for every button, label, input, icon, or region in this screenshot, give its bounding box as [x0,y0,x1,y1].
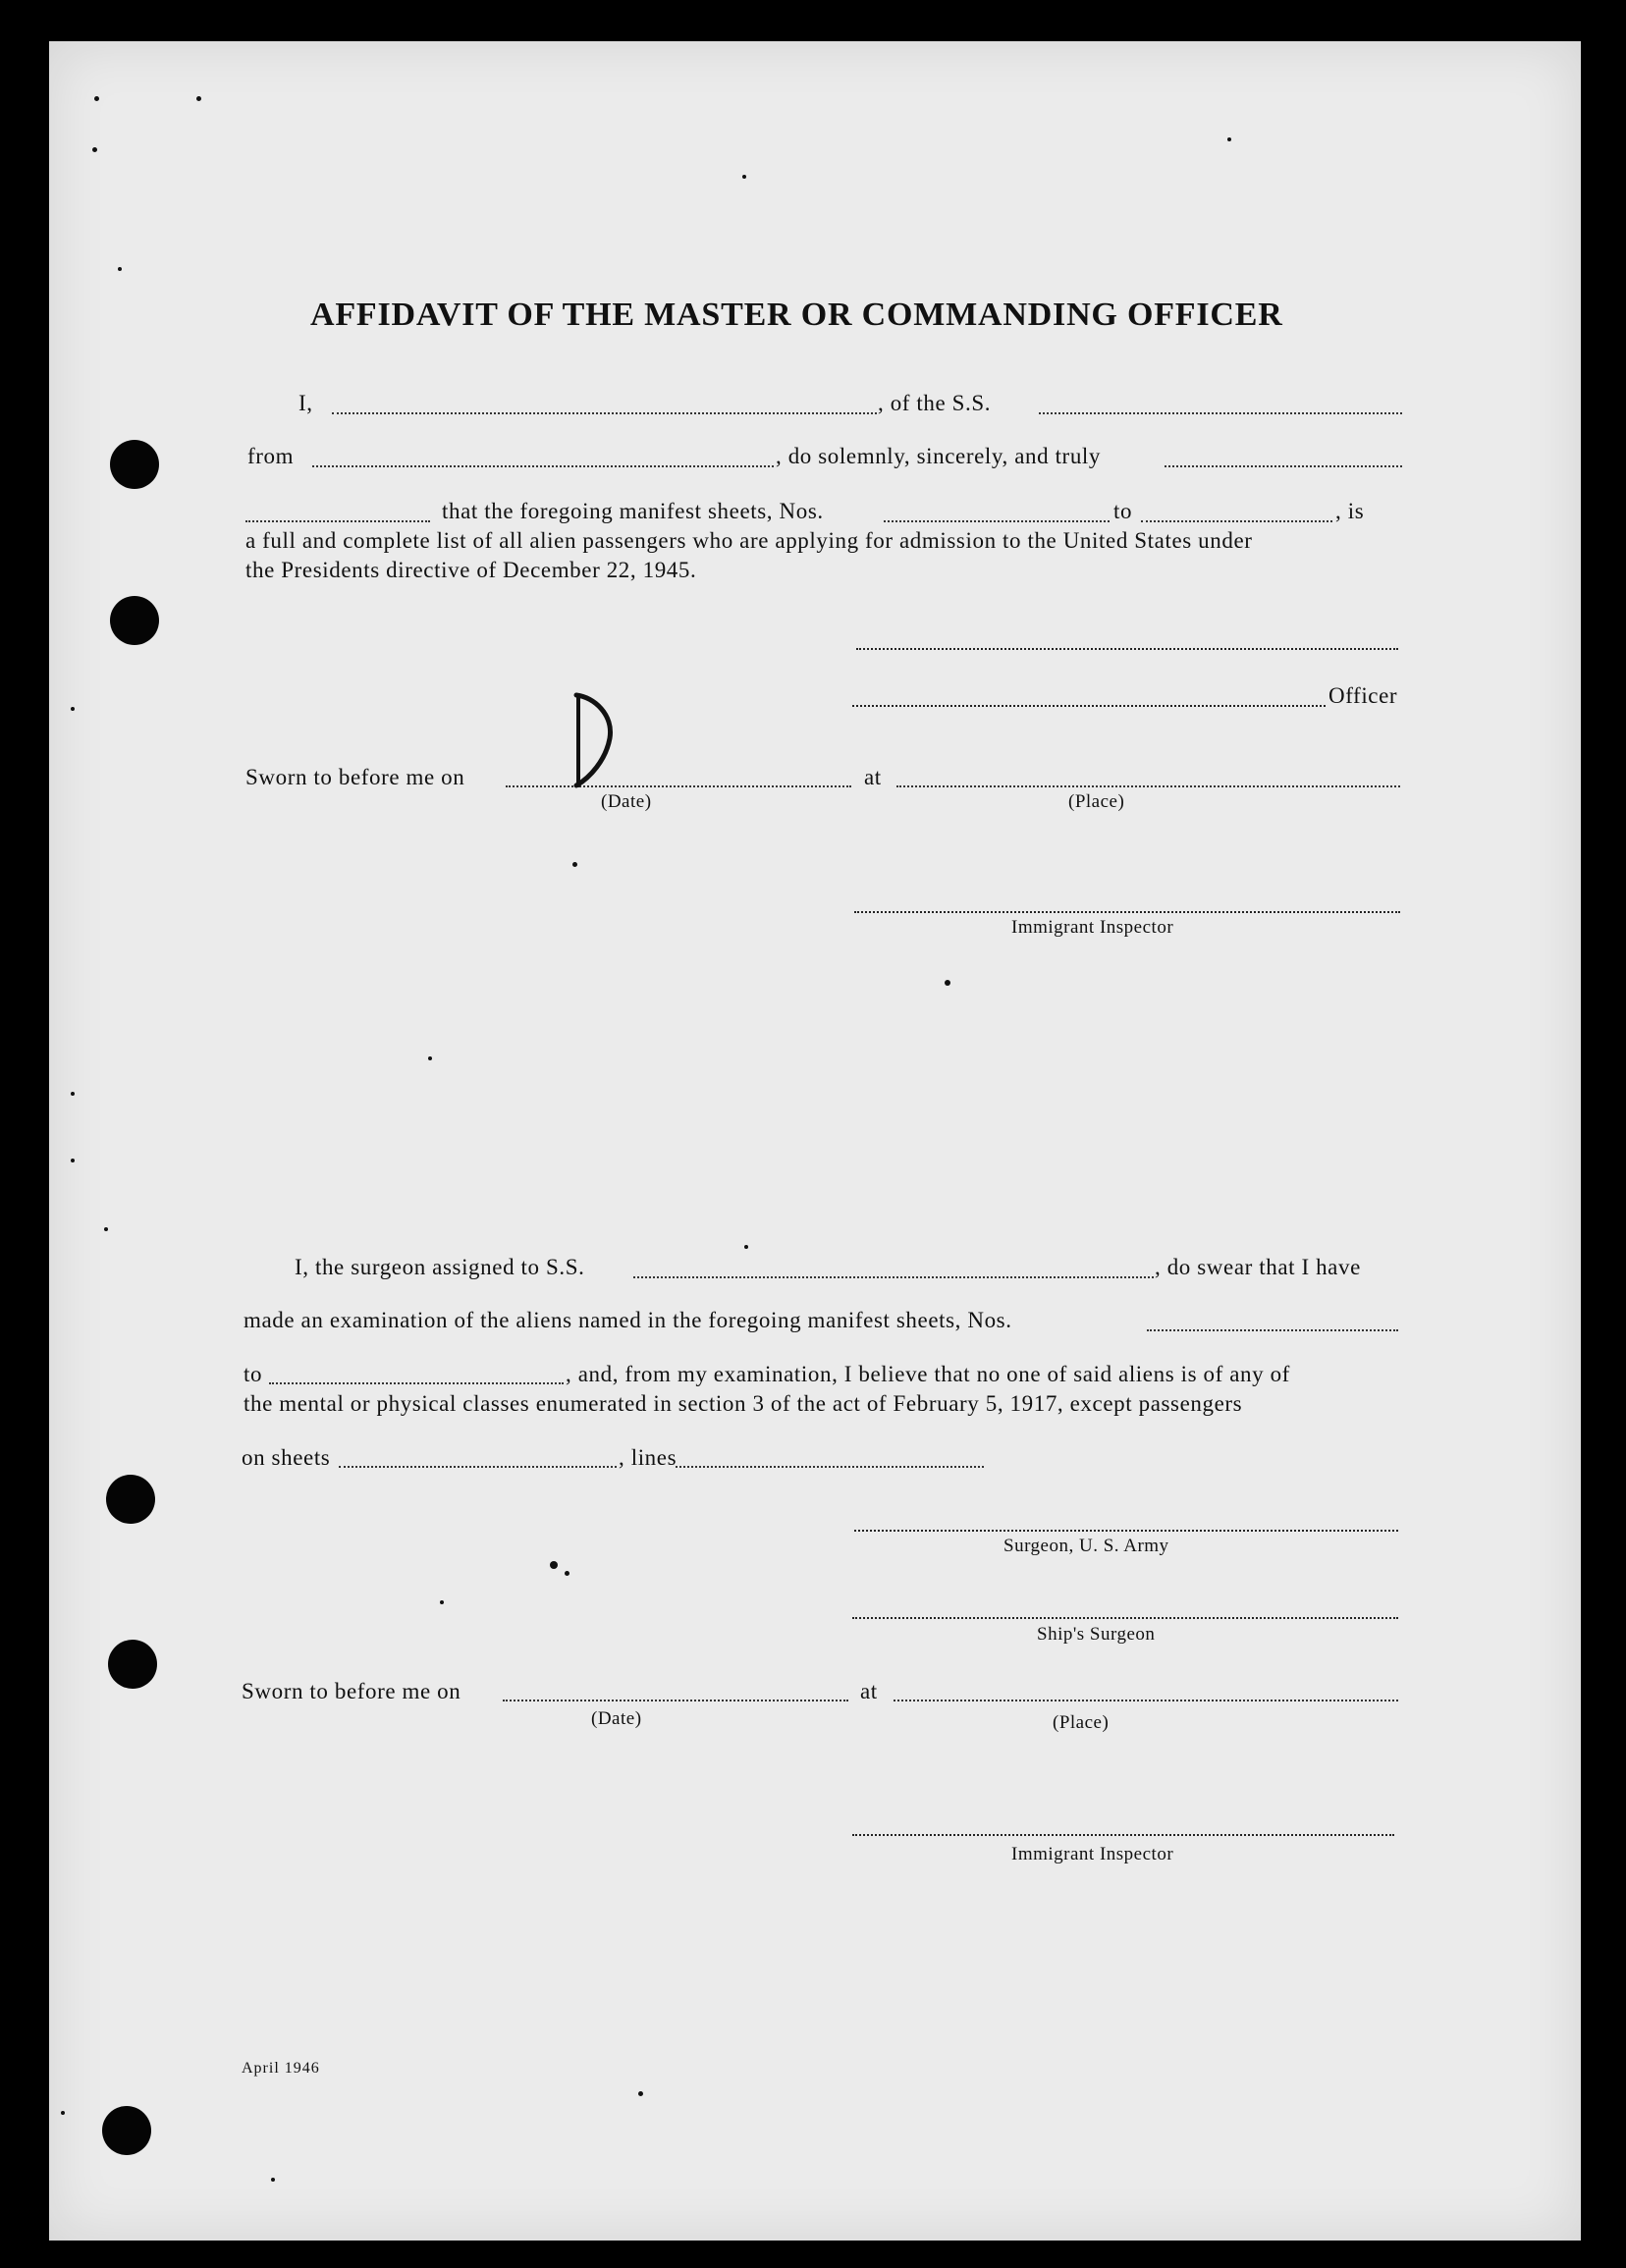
place-caption-1: (Place) [1068,791,1125,812]
punch-hole-1 [110,440,159,489]
surgeon-line3-start: to [244,1362,263,1386]
master-line1-start: I, [298,391,313,415]
sheets-to-field[interactable] [1141,520,1332,522]
master-line2-end: , do solemnly, sincerely, and truly [776,444,1102,468]
except-sheets-field[interactable] [339,1466,617,1468]
master-line2-start: from [247,444,295,468]
punch-hole-3 [106,1475,155,1524]
ships-surgeon-label: Ship's Surgeon [1037,1624,1156,1645]
master-line3-start: that the foregoing manifest sheets, Nos. [442,499,824,523]
master-line3-mid: to [1113,499,1133,523]
officer-label: Officer [1328,683,1398,708]
surgeon-line5-end: , lines [619,1445,678,1470]
master-line5: the Presidents directive of December 22, 1945. [245,558,697,582]
scan-speck [945,980,950,986]
scan-speck [565,1571,569,1576]
scan-speck [61,2111,65,2115]
scan-speck [572,862,577,867]
inspector-signature-line-2[interactable] [852,1834,1394,1836]
scan-speck [271,2178,275,2182]
scan-speck [742,175,746,179]
form-page [49,41,1581,2241]
sworn-place-field-2[interactable] [894,1700,1398,1701]
surgeon-sheets-from-field[interactable] [1147,1329,1398,1331]
surgeon-line1-start: I, the surgeon assigned to S.S. [295,1255,585,1279]
except-lines-field[interactable] [676,1466,984,1468]
surgeon-line4: the mental or physical classes enumerated in section 3 of the act of February 5, 1917, except passengers [244,1391,1243,1416]
sworn-statement-1: Sworn to before me on [245,765,465,789]
surgeon-line3-end: , and, from my examination, I believe that no one of said aliens is of any of [566,1362,1290,1386]
scan-speck [1227,137,1231,141]
sworn-place-field-1[interactable] [896,785,1400,787]
surgeon-line1-end: , do swear that I have [1155,1255,1361,1279]
signature-line-1[interactable] [856,648,1398,650]
surgeon-line5-start: on sheets [242,1445,331,1470]
ship-name-field[interactable] [1039,412,1402,414]
army-surgeon-signature-line[interactable] [854,1530,1398,1532]
scan-speck [71,1159,75,1162]
scan-speck [550,1561,558,1569]
at-label-2: at [860,1679,878,1703]
inspector-label-1: Immigrant Inspector [1011,917,1174,938]
surgeon-sheets-to-field[interactable] [269,1382,564,1384]
inspector-signature-line-1[interactable] [854,911,1400,913]
scan-speck [71,707,75,711]
place-caption-2: (Place) [1053,1712,1110,1733]
ships-surgeon-signature-line[interactable] [852,1617,1398,1619]
scan-speck [440,1600,444,1604]
scan-speck [118,267,122,271]
punch-hole-4 [108,1640,157,1689]
oath-word-field[interactable] [1165,465,1402,467]
surgeon-line2: made an examination of the aliens named in the foregoing manifest sheets, Nos. [244,1308,1012,1332]
punch-hole-5 [102,2106,151,2155]
master-line3-end: , is [1335,499,1365,523]
scan-speck [92,147,97,152]
inspector-label-2: Immigrant Inspector [1011,1844,1174,1864]
master-line1-end: , of the S.S. [878,391,992,415]
sworn-statement-2: Sworn to before me on [242,1679,461,1703]
master-name-field[interactable] [332,412,877,414]
handwritten-mark [555,687,623,795]
scan-speck [428,1056,432,1060]
scan-speck [744,1245,748,1249]
officer-signature-line[interactable] [852,705,1326,707]
sworn-date-field-2[interactable] [503,1700,848,1701]
at-label-1: at [864,765,882,789]
scan-speck [104,1227,108,1231]
date-caption-1: (Date) [601,791,652,812]
army-surgeon-label: Surgeon, U. S. Army [1003,1536,1169,1556]
form-date-footer: April 1946 [242,2060,320,2077]
scan-speck [94,96,99,101]
date-caption-2: (Date) [591,1708,642,1729]
scan-speck [638,2091,643,2096]
port-from-field[interactable] [312,465,774,467]
master-line4: a full and complete list of all alien passengers who are applying for admission to the United States under [245,528,1253,553]
scan-speck [196,96,201,101]
sheets-from-field[interactable] [884,520,1110,522]
punch-hole-2 [110,596,159,645]
form-title: AFFIDAVIT OF THE MASTER OR COMMANDING OFFICER [310,297,1283,333]
surgeon-ship-field[interactable] [633,1276,1154,1278]
oath-verb-field[interactable] [245,520,430,522]
scan-speck [71,1092,75,1096]
